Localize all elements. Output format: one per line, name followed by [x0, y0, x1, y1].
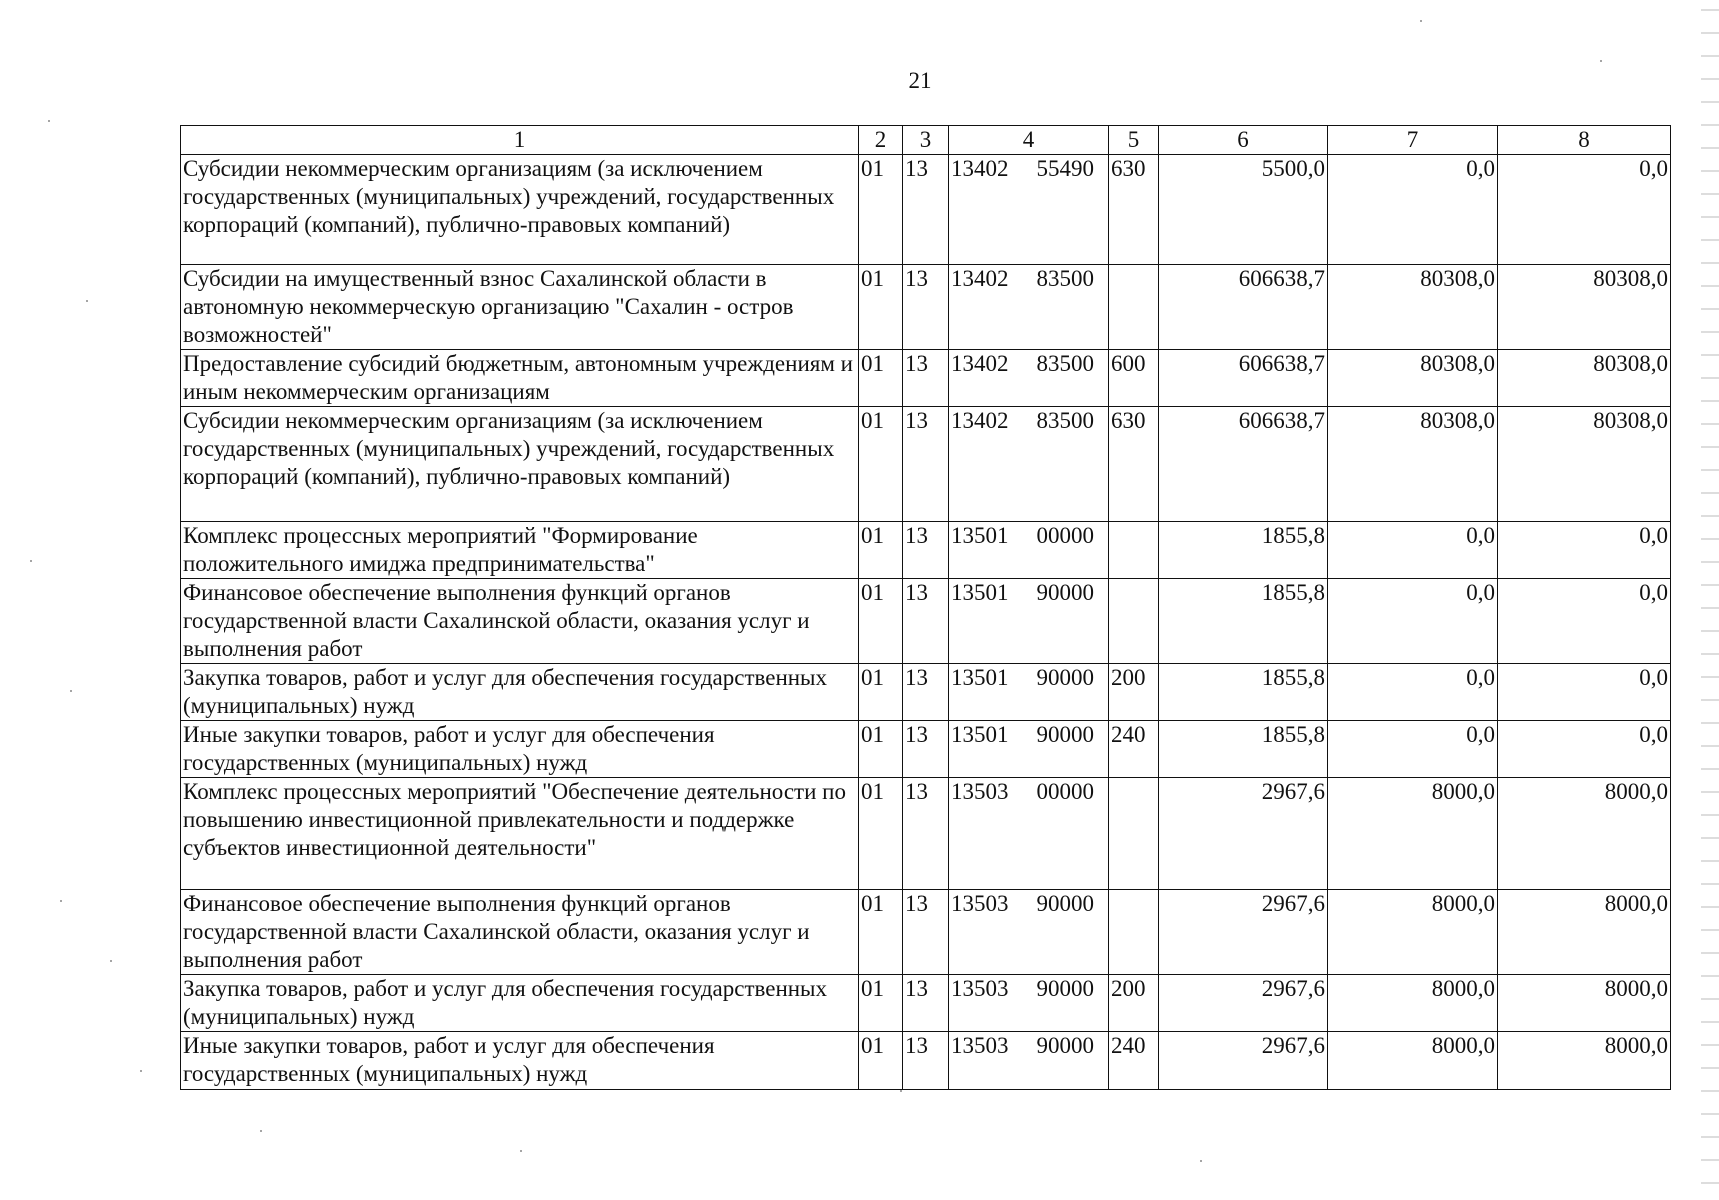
row-name: Финансовое обеспечение выполнения функций органов государственной власти Сахалинской области, оказания услуг и выполнения работ	[181, 579, 859, 664]
row-amount-col6: 2967,6	[1159, 975, 1328, 1032]
target-article-direction: 83500	[1036, 408, 1094, 433]
row-target-article	[949, 975, 1109, 1032]
row-section: 01	[859, 721, 903, 778]
row-expense-type: 630	[1109, 407, 1159, 522]
target-article-program: 13402	[951, 156, 1009, 181]
row-name: Закупка товаров, работ и услуг для обеспечения государственных (муниципальных) нужд	[181, 975, 859, 1032]
row-amount-col7: 0,0	[1328, 664, 1498, 721]
row-section: 01	[859, 579, 903, 664]
target-article-direction: 00000	[1036, 523, 1094, 548]
row-amount-col8: 80308,0	[1498, 407, 1671, 522]
target-article-program: 13503	[951, 891, 1009, 916]
scan-speck	[1420, 20, 1422, 22]
row-amount-col8: 8000,0	[1498, 975, 1671, 1032]
table-row	[181, 778, 1671, 890]
header-col-2: 2	[859, 126, 903, 155]
row-target-article	[949, 664, 1109, 721]
row-amount-col6: 2967,6	[1159, 890, 1328, 975]
table-row	[181, 890, 1671, 975]
target-article-direction: 83500	[1036, 266, 1094, 291]
row-target-article	[949, 579, 1109, 664]
table-row	[181, 522, 1671, 579]
row-amount-col7: 0,0	[1328, 522, 1498, 579]
header-col-8: 8	[1498, 126, 1671, 155]
scan-speck	[60, 900, 62, 902]
scan-speck	[86, 300, 88, 302]
scan-speck	[1200, 1160, 1202, 1162]
scan-speck	[900, 1090, 902, 1092]
row-expense-type: 600	[1109, 350, 1159, 407]
target-article-direction: 83500	[1036, 351, 1094, 376]
row-amount-col7: 0,0	[1328, 579, 1498, 664]
target-article-direction: 90000	[1036, 976, 1094, 1001]
header-col-4: 4	[949, 126, 1109, 155]
row-section: 01	[859, 350, 903, 407]
header-col-3: 3	[903, 126, 949, 155]
row-amount-col8: 0,0	[1498, 721, 1671, 778]
header-col-6: 6	[1159, 126, 1328, 155]
row-amount-col7: 0,0	[1328, 155, 1498, 265]
row-amount-col7: 8000,0	[1328, 975, 1498, 1032]
row-name: Субсидии на имущественный взнос Сахалинской области в автономную некоммерческую организацию "Сахалин - остров возможностей"	[181, 265, 859, 350]
row-amount-col8: 0,0	[1498, 664, 1671, 721]
row-expense-type	[1109, 778, 1159, 890]
row-target-article	[949, 265, 1109, 350]
row-subsection: 13	[903, 265, 949, 350]
target-article-direction: 90000	[1036, 665, 1094, 690]
row-subsection: 13	[903, 522, 949, 579]
target-article-direction: 00000	[1036, 779, 1094, 804]
row-name: Комплекс процессных мероприятий "Обеспечение деятельности по повышению инвестиционной привлекательности и поддержке субъектов инвестиционной деятельности"	[181, 778, 859, 890]
target-article-direction: 90000	[1036, 722, 1094, 747]
row-section: 01	[859, 1032, 903, 1090]
table-row	[181, 664, 1671, 721]
scan-speck	[140, 1070, 142, 1072]
row-amount-col6: 606638,7	[1159, 350, 1328, 407]
target-article-program: 13501	[951, 580, 1009, 605]
row-amount-col8: 0,0	[1498, 579, 1671, 664]
scan-edge-noise	[1701, 0, 1719, 1200]
row-expense-type: 200	[1109, 975, 1159, 1032]
row-amount-col8: 0,0	[1498, 155, 1671, 265]
scan-speck	[30, 560, 32, 562]
row-section: 01	[859, 778, 903, 890]
row-amount-col7: 80308,0	[1328, 350, 1498, 407]
row-target-article	[949, 522, 1109, 579]
table-row	[181, 350, 1671, 407]
row-subsection: 13	[903, 975, 949, 1032]
row-section: 01	[859, 265, 903, 350]
row-subsection: 13	[903, 1032, 949, 1090]
row-target-article	[949, 890, 1109, 975]
target-article-program: 13501	[951, 665, 1009, 690]
row-expense-type	[1109, 890, 1159, 975]
header-col-5: 5	[1109, 126, 1159, 155]
table-row	[181, 407, 1671, 522]
row-amount-col8: 80308,0	[1498, 350, 1671, 407]
scan-speck	[260, 1130, 262, 1132]
row-name: Субсидии некоммерческим организациям (за исключением государственных (муниципальных) учреждений, государственных корпораций (компаний), публично-правовых компаний)	[181, 155, 859, 265]
row-name: Предоставление субсидий бюджетным, автономным учреждениям и иным некоммерческим организациям	[181, 350, 859, 407]
row-target-article	[949, 155, 1109, 265]
scan-speck	[1600, 60, 1602, 62]
target-article-program: 13402	[951, 408, 1009, 433]
header-col-1: 1	[181, 126, 859, 155]
row-amount-col6: 606638,7	[1159, 265, 1328, 350]
row-expense-type: 200	[1109, 664, 1159, 721]
target-article-direction: 90000	[1036, 891, 1094, 916]
table-row	[181, 721, 1671, 778]
row-subsection: 13	[903, 350, 949, 407]
row-expense-type	[1109, 522, 1159, 579]
target-article-program: 13503	[951, 976, 1009, 1001]
row-subsection: 13	[903, 778, 949, 890]
row-target-article	[949, 407, 1109, 522]
row-subsection: 13	[903, 155, 949, 265]
row-name: Субсидии некоммерческим организациям (за исключением государственных (муниципальных) учреждений, государственных корпораций (компаний), публично-правовых компаний)	[181, 407, 859, 522]
target-article-program: 13501	[951, 722, 1009, 747]
budget-table	[180, 125, 1671, 1090]
row-amount-col7: 8000,0	[1328, 890, 1498, 975]
target-article-program: 13503	[951, 779, 1009, 804]
scan-speck	[110, 960, 112, 962]
table-row	[181, 579, 1671, 664]
row-name: Иные закупки товаров, работ и услуг для обеспечения государственных (муниципальных) нужд	[181, 721, 859, 778]
row-expense-type: 240	[1109, 1032, 1159, 1090]
row-target-article	[949, 778, 1109, 890]
row-amount-col6: 1855,8	[1159, 721, 1328, 778]
row-amount-col8: 80308,0	[1498, 265, 1671, 350]
header-row	[181, 126, 1671, 155]
row-section: 01	[859, 975, 903, 1032]
target-article-direction: 90000	[1036, 1033, 1094, 1058]
row-amount-col6: 1855,8	[1159, 664, 1328, 721]
row-name: Комплекс процессных мероприятий "Формирование положительного имиджа предпринимательства"	[181, 522, 859, 579]
row-subsection: 13	[903, 579, 949, 664]
row-section: 01	[859, 890, 903, 975]
row-expense-type: 630	[1109, 155, 1159, 265]
target-article-direction: 90000	[1036, 580, 1094, 605]
scan-speck	[48, 120, 50, 122]
target-article-direction: 55490	[1036, 156, 1094, 181]
table-row	[181, 265, 1671, 350]
row-section: 01	[859, 155, 903, 265]
row-amount-col7: 80308,0	[1328, 407, 1498, 522]
table-row	[181, 1032, 1671, 1090]
row-amount-col8: 8000,0	[1498, 890, 1671, 975]
row-subsection: 13	[903, 890, 949, 975]
table-header	[181, 126, 1671, 155]
target-article-program: 13503	[951, 1033, 1009, 1058]
table-body	[181, 155, 1671, 1090]
row-amount-col6: 1855,8	[1159, 522, 1328, 579]
row-amount-col8: 8000,0	[1498, 778, 1671, 890]
row-expense-type: 240	[1109, 721, 1159, 778]
row-expense-type	[1109, 579, 1159, 664]
row-amount-col6: 1855,8	[1159, 579, 1328, 664]
header-col-7: 7	[1328, 126, 1498, 155]
row-name: Иные закупки товаров, работ и услуг для обеспечения государственных (муниципальных) нужд	[181, 1032, 859, 1090]
row-name: Закупка товаров, работ и услуг для обеспечения государственных (муниципальных) нужд	[181, 664, 859, 721]
row-amount-col7: 8000,0	[1328, 1032, 1498, 1090]
row-subsection: 13	[903, 664, 949, 721]
row-amount-col7: 8000,0	[1328, 778, 1498, 890]
row-target-article	[949, 1032, 1109, 1090]
target-article-program: 13501	[951, 523, 1009, 548]
row-target-article	[949, 721, 1109, 778]
row-amount-col6: 2967,6	[1159, 778, 1328, 890]
row-amount-col7: 0,0	[1328, 721, 1498, 778]
row-amount-col6: 606638,7	[1159, 407, 1328, 522]
row-section: 01	[859, 522, 903, 579]
scan-speck	[520, 1150, 522, 1152]
row-name: Финансовое обеспечение выполнения функций органов государственной власти Сахалинской области, оказания услуг и выполнения работ	[181, 890, 859, 975]
row-amount-col6: 2967,6	[1159, 1032, 1328, 1090]
table-row	[181, 975, 1671, 1032]
row-amount-col8: 0,0	[1498, 522, 1671, 579]
row-subsection: 13	[903, 721, 949, 778]
row-subsection: 13	[903, 407, 949, 522]
row-amount-col7: 80308,0	[1328, 265, 1498, 350]
target-article-program: 13402	[951, 351, 1009, 376]
row-expense-type	[1109, 265, 1159, 350]
row-target-article	[949, 350, 1109, 407]
table-row	[181, 155, 1671, 265]
row-section: 01	[859, 664, 903, 721]
scan-speck	[70, 690, 72, 692]
page-number: 21	[908, 68, 932, 93]
row-amount-col6: 5500,0	[1159, 155, 1328, 265]
row-amount-col8: 8000,0	[1498, 1032, 1671, 1090]
row-section: 01	[859, 407, 903, 522]
target-article-program: 13402	[951, 266, 1009, 291]
